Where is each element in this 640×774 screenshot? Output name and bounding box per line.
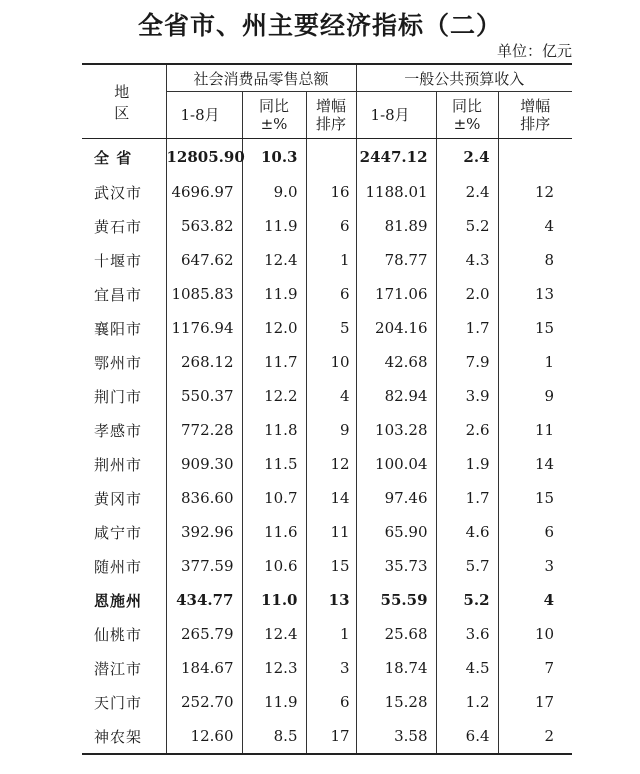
retail-rank-cell: 5 (306, 311, 356, 345)
public-revenue-group-header: 一般公共预算收入 (356, 64, 572, 92)
retail-yoy-cell: 11.9 (242, 209, 306, 243)
region-cell: 武汉市 (94, 183, 143, 202)
table-row (82, 345, 572, 379)
retail-rank-cell: 14 (306, 481, 356, 515)
retail-yoy-cell: 8.5 (242, 719, 306, 754)
retail-rank-cell: 15 (306, 549, 356, 583)
retail-sales-cell: 268.12 (166, 345, 242, 379)
region-cell: 荆门市 (94, 387, 143, 406)
revenue-rank-cell: 9 (498, 379, 572, 413)
retail-rank-cell: 12 (306, 447, 356, 481)
revenue-cell: 18.74 (356, 651, 436, 685)
table-row (82, 617, 572, 651)
revenue-cell: 55.59 (356, 583, 436, 617)
table-row (82, 277, 572, 311)
retail-yoy-header: 同比 ±% (242, 92, 306, 139)
table-row (82, 515, 572, 549)
retail-sales-cell: 434.77 (166, 583, 242, 617)
retail-rank-cell: 1 (306, 617, 356, 651)
retail-yoy-cell: 12.3 (242, 651, 306, 685)
table-row (82, 139, 572, 176)
region-cell: 仙桃市 (94, 625, 143, 644)
region-cell: 黄石市 (94, 217, 143, 236)
region-cell: 潜江市 (94, 659, 143, 678)
retail-sales-cell: 1085.83 (166, 277, 242, 311)
table-row (82, 719, 572, 754)
revenue-cell: 100.04 (356, 447, 436, 481)
revenue-cell: 97.46 (356, 481, 436, 515)
revenue-yoy-cell: 5.2 (436, 583, 498, 617)
revenue-yoy-cell: 4.3 (436, 243, 498, 277)
revenue-yoy-cell: 2.0 (436, 277, 498, 311)
retail-yoy-cell: 12.4 (242, 243, 306, 277)
revenue-rank-cell: 15 (498, 481, 572, 515)
revenue-cell: 204.16 (356, 311, 436, 345)
retail-sales-cell: 772.28 (166, 413, 242, 447)
retail-sales-cell: 377.59 (166, 549, 242, 583)
retail-yoy-cell: 11.6 (242, 515, 306, 549)
table-body (82, 139, 572, 755)
table-row (82, 413, 572, 447)
revenue-rank-cell: 4 (498, 583, 572, 617)
revenue-rank-cell: 8 (498, 243, 572, 277)
retail-yoy-cell: 10.7 (242, 481, 306, 515)
revenue-yoy-cell: 6.4 (436, 719, 498, 754)
revenue-yoy-cell: 5.7 (436, 549, 498, 583)
region-cell: 十堰市 (94, 251, 143, 270)
revenue-yoy-cell: 2.6 (436, 413, 498, 447)
revenue-yoy-cell: 1.9 (436, 447, 498, 481)
revenue-rank-cell: 14 (498, 447, 572, 481)
revenue-rank-cell: 2 (498, 719, 572, 754)
revenue-cell: 78.77 (356, 243, 436, 277)
revenue-rank-cell: 10 (498, 617, 572, 651)
revenue-cell: 42.68 (356, 345, 436, 379)
retail-sales-cell: 184.67 (166, 651, 242, 685)
revenue-yoy-header: 同比 ±% (436, 92, 498, 139)
revenue-rank-cell: 3 (498, 549, 572, 583)
revenue-cell: 82.94 (356, 379, 436, 413)
revenue-yoy-cell: 7.9 (436, 345, 498, 379)
region-cell: 宜昌市 (94, 285, 143, 304)
retail-sales-cell: 12805.90 (166, 139, 242, 176)
region-cell: 孝感市 (94, 421, 143, 440)
revenue-rank-cell (498, 139, 572, 176)
retail-sales-cell: 909.30 (166, 447, 242, 481)
unit-label: 单位：亿元 (496, 42, 572, 60)
revenue-cell: 81.89 (356, 209, 436, 243)
retail-sales-cell: 563.82 (166, 209, 242, 243)
revenue-rank-cell: 4 (498, 209, 572, 243)
region-column-header: 地 区 (82, 64, 166, 139)
table-row (82, 549, 572, 583)
retail-sales-cell: 392.96 (166, 515, 242, 549)
retail-rank-header: 增幅 排序 (306, 92, 356, 139)
page-title: 全省市、州主要经济指标（二） (137, 11, 502, 40)
retail-sales-group-header: 社会消费品零售总额 (166, 64, 356, 92)
region-cell: 黄冈市 (94, 489, 143, 508)
revenue-yoy-cell: 2.4 (436, 175, 498, 209)
revenue-rank-cell: 17 (498, 685, 572, 719)
region-cell: 襄阳市 (94, 319, 143, 338)
retail-rank-cell: 10 (306, 345, 356, 379)
table-row (82, 447, 572, 481)
revenue-yoy-cell: 3.9 (436, 379, 498, 413)
retail-yoy-cell: 11.0 (242, 583, 306, 617)
retail-rank-cell: 11 (306, 515, 356, 549)
retail-sales-cell: 252.70 (166, 685, 242, 719)
retail-sales-cell: 1176.94 (166, 311, 242, 345)
revenue-yoy-cell: 5.2 (436, 209, 498, 243)
retail-rank-cell: 3 (306, 651, 356, 685)
retail-sales-cell: 836.60 (166, 481, 242, 515)
retail-rank-cell: 9 (306, 413, 356, 447)
retail-rank-cell: 4 (306, 379, 356, 413)
revenue-cell: 35.73 (356, 549, 436, 583)
retail-rank-cell (306, 139, 356, 176)
table-row (82, 685, 572, 719)
retail-yoy-cell: 12.2 (242, 379, 306, 413)
region-cell: 神农架 (82, 719, 166, 754)
retail-yoy-cell: 9.0 (242, 175, 306, 209)
retail-sales-cell: 647.62 (166, 243, 242, 277)
retail-sales-cell: 265.79 (166, 617, 242, 651)
revenue-yoy-cell: 4.5 (436, 651, 498, 685)
retail-yoy-cell: 12.4 (242, 617, 306, 651)
retail-rank-cell: 6 (306, 277, 356, 311)
revenue-rank-cell: 15 (498, 311, 572, 345)
region-cell: 全 省 (94, 148, 133, 167)
table-row (82, 481, 572, 515)
revenue-cell: 103.28 (356, 413, 436, 447)
economic-indicators-table (82, 63, 572, 755)
revenue-cell: 25.68 (356, 617, 436, 651)
retail-yoy-cell: 11.8 (242, 413, 306, 447)
region-cell: 荆州市 (94, 455, 143, 474)
region-cell: 咸宁市 (94, 523, 143, 542)
retail-rank-cell: 13 (306, 583, 356, 617)
revenue-yoy-cell: 1.7 (436, 481, 498, 515)
retail-yoy-cell: 10.3 (242, 139, 306, 176)
retail-yoy-cell: 11.9 (242, 277, 306, 311)
retail-yoy-cell: 11.9 (242, 685, 306, 719)
region-cell: 鄂州市 (94, 353, 143, 372)
region-cell: 随州市 (94, 557, 143, 576)
table-row (82, 209, 572, 243)
revenue-rank-cell: 12 (498, 175, 572, 209)
retail-rank-cell: 6 (306, 209, 356, 243)
revenue-cell: 1188.01 (356, 175, 436, 209)
retail-yoy-cell: 12.0 (242, 311, 306, 345)
retail-sales-cell: 550.37 (166, 379, 242, 413)
revenue-rank-cell: 7 (498, 651, 572, 685)
retail-yoy-cell: 11.7 (242, 345, 306, 379)
retail-rank-cell: 17 (306, 719, 356, 754)
retail-sales-cell: 4696.97 (166, 175, 242, 209)
retail-rank-cell: 16 (306, 175, 356, 209)
revenue-yoy-cell: 3.6 (436, 617, 498, 651)
region-cell: 恩施州 (94, 591, 143, 610)
table-row (82, 175, 572, 209)
region-cell: 天门市 (94, 693, 143, 712)
revenue-rank-cell: 11 (498, 413, 572, 447)
retail-sales-cell: 12.60 (166, 719, 242, 754)
revenue-rank-cell: 6 (498, 515, 572, 549)
retail-yoy-cell: 10.6 (242, 549, 306, 583)
revenue-period-header: 1-8月 (356, 92, 436, 139)
retail-period-header: 1-8月 (166, 92, 242, 139)
table-row (82, 379, 572, 413)
retail-rank-cell: 1 (306, 243, 356, 277)
revenue-cell: 171.06 (356, 277, 436, 311)
retail-rank-cell: 6 (306, 685, 356, 719)
table-row (82, 243, 572, 277)
revenue-cell: 65.90 (356, 515, 436, 549)
revenue-yoy-cell: 4.6 (436, 515, 498, 549)
revenue-cell: 3.58 (356, 719, 436, 754)
revenue-rank-cell: 13 (498, 277, 572, 311)
table-row (82, 583, 572, 617)
revenue-yoy-cell: 1.7 (436, 311, 498, 345)
revenue-rank-header: 增幅 排序 (498, 92, 572, 139)
retail-yoy-cell: 11.5 (242, 447, 306, 481)
revenue-cell: 2447.12 (356, 139, 436, 176)
table-row (82, 651, 572, 685)
revenue-rank-cell: 1 (498, 345, 572, 379)
revenue-cell: 15.28 (356, 685, 436, 719)
table-row (82, 311, 572, 345)
revenue-yoy-cell: 2.4 (436, 139, 498, 176)
revenue-yoy-cell: 1.2 (436, 685, 498, 719)
